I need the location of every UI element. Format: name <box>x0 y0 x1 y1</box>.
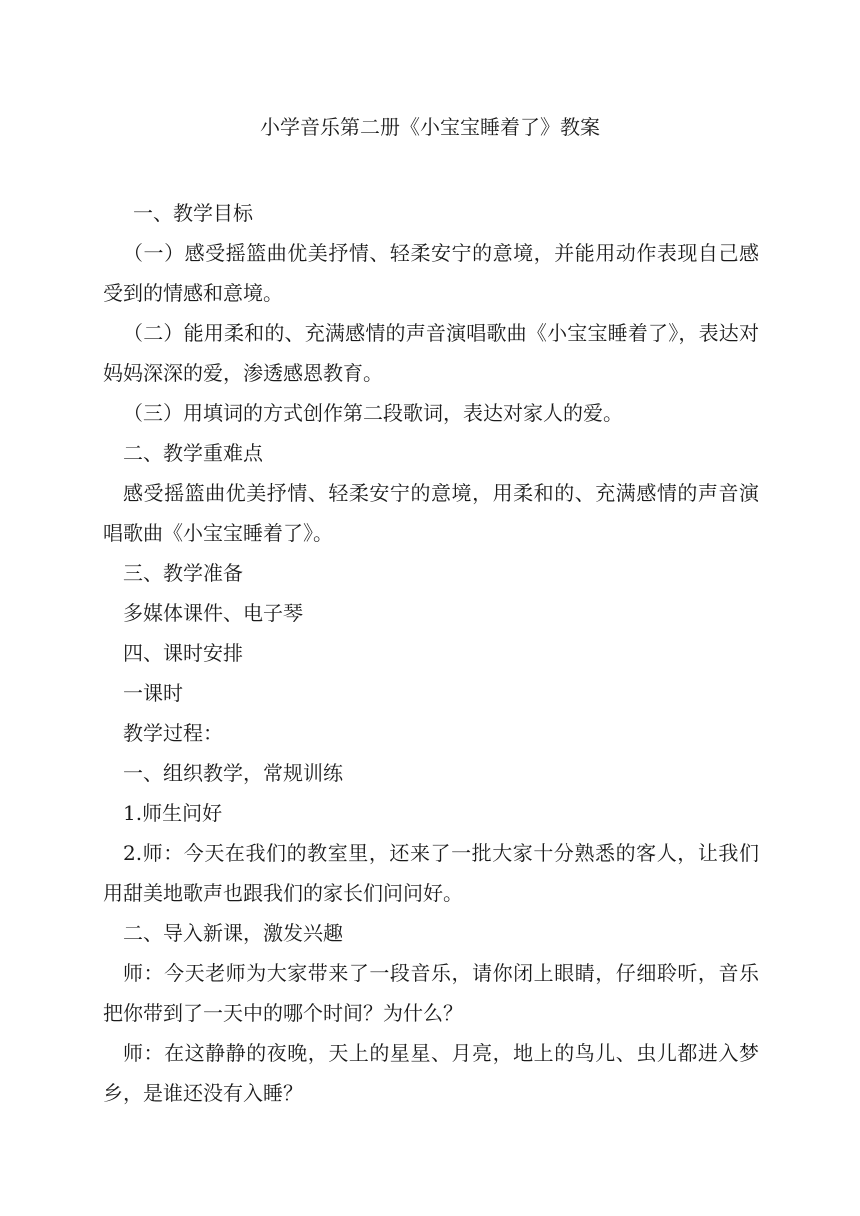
paragraph-objective-1: （一）感受摇篮曲优美抒情、轻柔安宁的意境，并能用动作表现自己感受到的情感和意境。 <box>103 241 759 305</box>
paragraph-schedule: 一课时 <box>123 681 183 705</box>
paragraph-objective-3: （三）用填词的方式创作第二段歌词，表达对家人的爱。 <box>123 401 623 425</box>
document-body <box>103 193 759 1113</box>
section-heading-objectives: 一、教学目标 <box>133 201 253 225</box>
section-heading-schedule: 四、课时安排 <box>123 641 243 665</box>
section-heading-preparation: 三、教学准备 <box>123 561 243 585</box>
paragraph-preparation: 多媒体课件、电子琴 <box>123 601 303 625</box>
section-heading-introduction: 二、导入新课，激发兴趣 <box>123 921 343 945</box>
document-title: 小学音乐第二册《小宝宝睡着了》教案 <box>260 115 600 139</box>
paragraph-greeting: 1.师生问好 <box>123 801 223 825</box>
paragraph-teacher-night: 师：在这静静的夜晚，天上的星星、月亮，地上的鸟儿、虫儿都进入梦乡，是谁还没有入睡？ <box>103 1041 759 1105</box>
paragraph-teacher-music: 师：今天老师为大家带来了一段音乐，请你闭上眼睛，仔细聆听，音乐把你带到了一天中的哪个时间？为什么？ <box>103 961 759 1025</box>
paragraph-objective-2: （二）能用柔和的、充满感情的声音演唱歌曲《小宝宝睡着了》，表达对妈妈深深的爱，渗透感恩教育。 <box>103 321 759 385</box>
paragraph-key-points: 感受摇篮曲优美抒情、轻柔安宁的意境，用柔和的、充满感情的声音演唱歌曲《小宝宝睡着了》。 <box>103 481 759 545</box>
section-heading-key-points: 二、教学重难点 <box>123 441 263 465</box>
paragraph-process-label: 教学过程： <box>123 721 223 745</box>
paragraph-teacher-greeting: 2.师：今天在我们的教室里，还来了一批大家十分熟悉的客人，让我们用甜美地歌声也跟我们的家长们问问好。 <box>103 841 759 905</box>
section-heading-organize: 一、组织教学，常规训练 <box>123 761 343 785</box>
